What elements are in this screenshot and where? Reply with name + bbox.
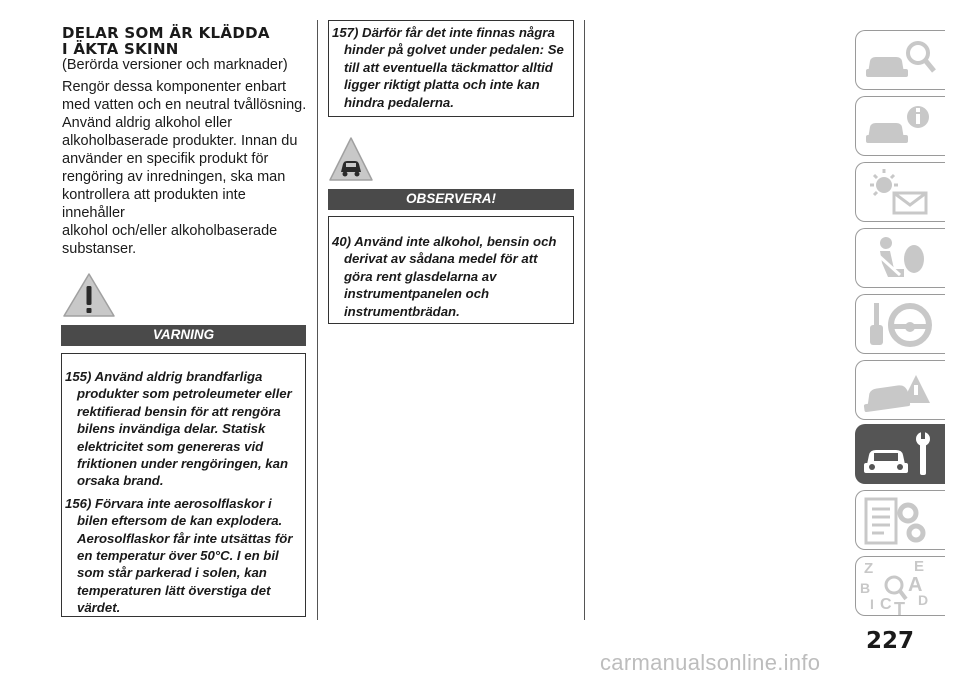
index-letter: B [860, 580, 871, 596]
body-paragraph: Rengör dessa komponenter enbart med vatten och en neutral tvållösning. Använd aldrig alkohol eller alkoholbaserade produkter. Innan du använder en specifik produkt för rengöring av inredningen, ska man kontrollera att produkten inte innehåller alkohol och/eller alkoholbaserade substanser. [62, 79, 307, 257]
section-heading: DELAR SOM ÄR KLÄDDA I ÄKTA SKINN [62, 24, 270, 58]
warning-item: 157) Därför får det inte finnas några hinder på golvet under pedalen: Se till att eventuella täckmattor alltid ligger riktigt platta och inte kan hindra pedalerna. [332, 25, 564, 110]
warning-item: 155) Använd aldrig brandfarliga produkter som petroleumeter eller rektifierad bensin för att rengöra bilens invändiga delar. Statisk elektricitet som genereras vid friktionen under rengöringen, kan orsaka brand. [65, 369, 292, 489]
continued-warning-box [328, 20, 574, 117]
notice-box [328, 216, 574, 324]
warning-item: 156) Förvara inte aerosolflaskor i bilen eftersom de kan explodera. Aerosolflaskor får inte utsättas för en temperatur över 50°C. I en bil som står parkerad i solen, kan temperaturen lätt överstiga det värdet. [65, 495, 293, 616]
car-search-icon [856, 31, 946, 91]
warning-title-bar: VARNING [61, 325, 306, 346]
key-steering-icon [856, 295, 946, 355]
tab-dashboard[interactable] [855, 30, 945, 90]
notice-item: 40) Använd inte alkohol, bensin och derivat av sådana medel för att göra rent glasdelarna av instrumentpanelen och instrumentbrädan. [332, 234, 557, 319]
warning-box [61, 353, 306, 617]
column-divider [317, 20, 318, 620]
car-emergency-icon [856, 361, 946, 421]
tab-lights[interactable] [855, 162, 945, 222]
tab-emergency[interactable] [855, 360, 945, 420]
index-letter: A [908, 574, 923, 596]
index-letter: E [914, 558, 925, 575]
tab-maintenance[interactable] [855, 424, 945, 484]
index-letter: I [870, 596, 874, 612]
tab-seats-airbag[interactable] [855, 228, 945, 288]
car-notice-icon [328, 136, 374, 182]
tab-driving[interactable] [855, 294, 945, 354]
index-letter: Z [864, 560, 874, 577]
seat-airbag-icon [856, 229, 946, 289]
tab-technical-data[interactable] [855, 490, 945, 550]
tab-index[interactable] [855, 556, 945, 616]
lights-message-icon [856, 163, 946, 223]
specs-gears-icon [856, 491, 946, 551]
page-number: 227 [866, 628, 915, 654]
index-letter: D [918, 592, 929, 608]
index-letter: C [880, 596, 892, 613]
tab-safety[interactable] [855, 96, 945, 156]
notice-title-bar: OBSERVERA! [328, 189, 574, 210]
index-letter: T [894, 599, 905, 617]
watermark: carmanualsonline.info [600, 650, 821, 675]
column-divider [584, 20, 585, 620]
warning-exclamation-icon [62, 272, 116, 318]
alphabet-index-icon [856, 557, 946, 617]
car-wrench-icon [856, 425, 946, 485]
section-subheading: (Berörda versioner och marknader) [62, 57, 288, 73]
car-info-icon [856, 97, 946, 157]
